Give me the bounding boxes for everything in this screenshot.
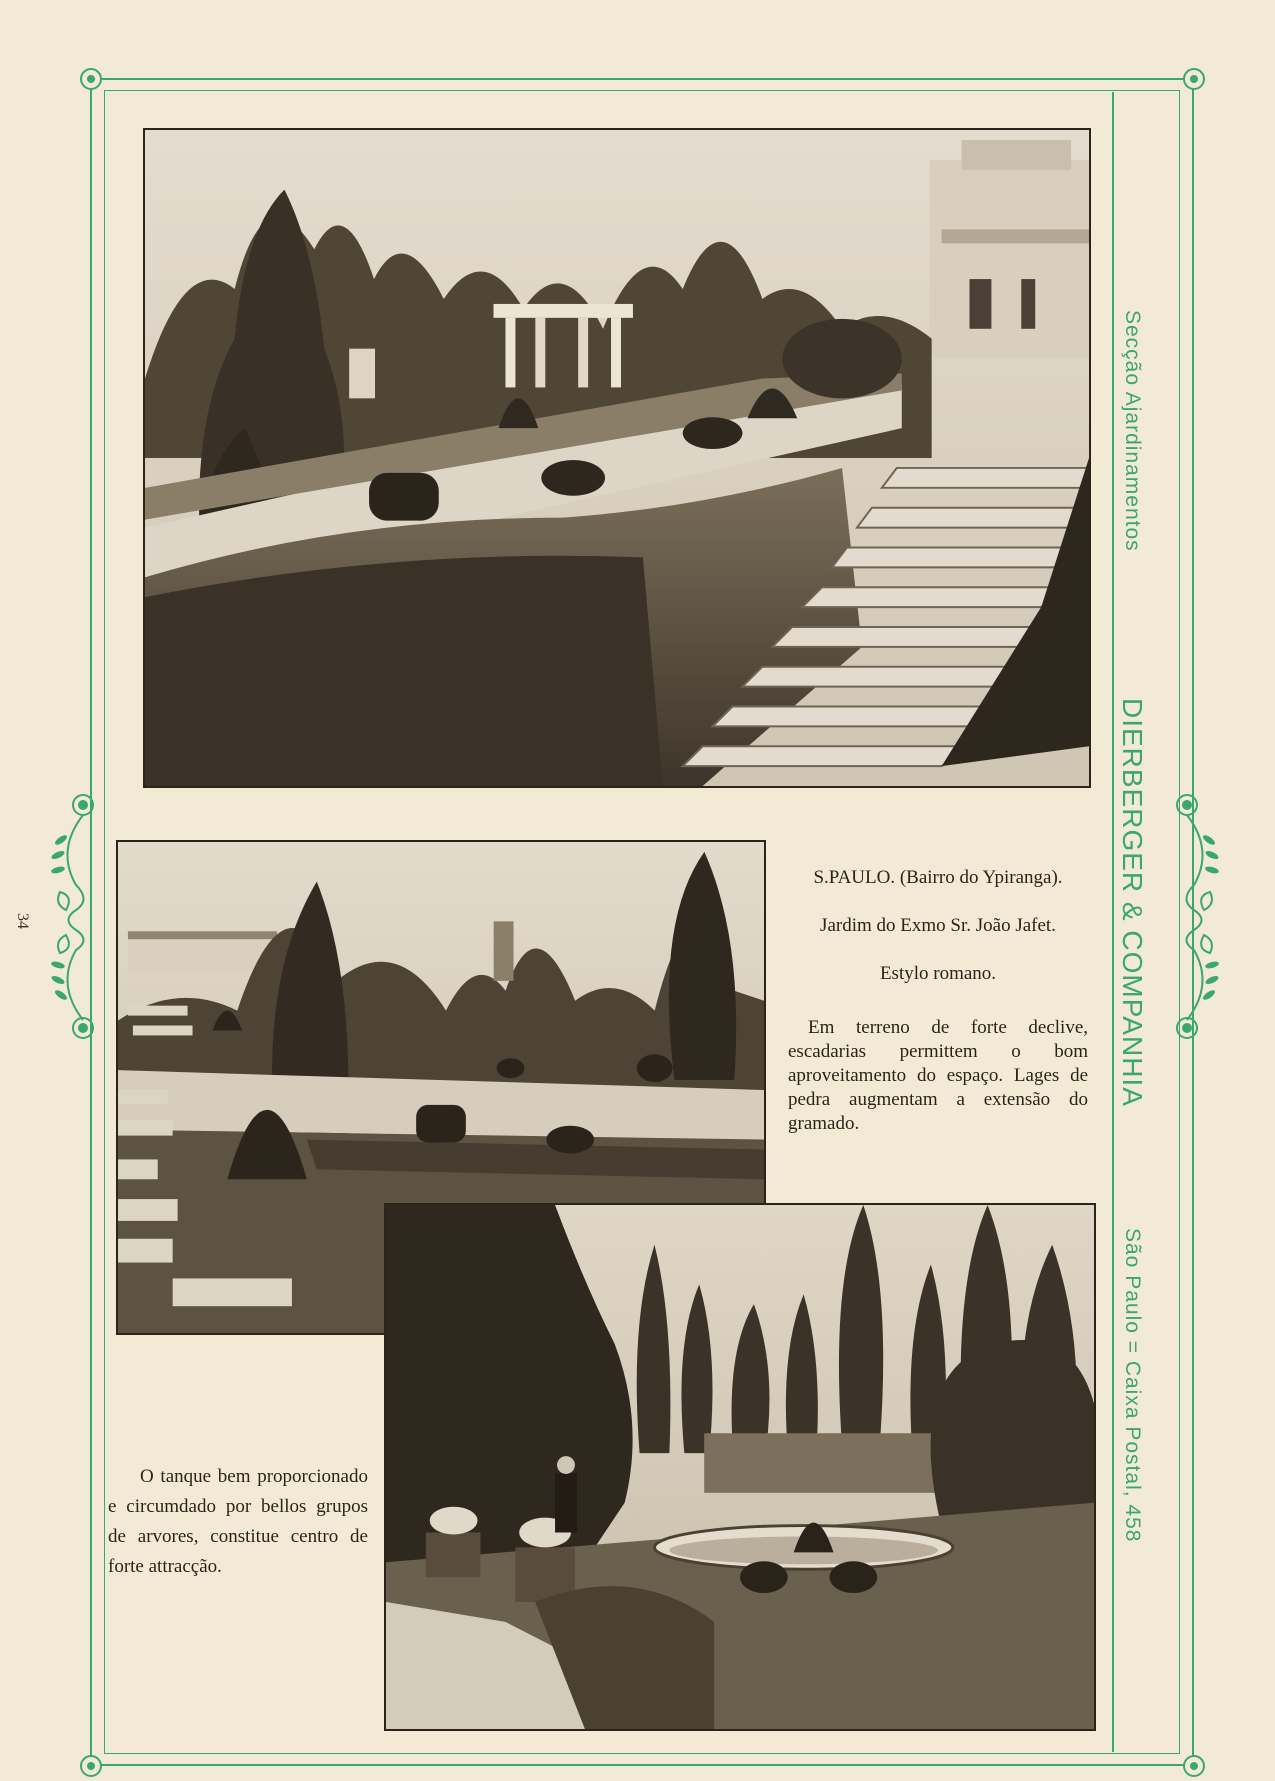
photo-ornamental-pond bbox=[384, 1203, 1096, 1731]
caption-location: S.PAULO. (Bairro do Ypiranga). bbox=[813, 867, 1063, 888]
corner-ornament-top-right bbox=[1183, 68, 1205, 90]
company-address: São Paulo = Caixa Postal, 458 bbox=[1121, 1228, 1144, 1543]
company-name: DIERBERGER & COMPANHIA bbox=[1117, 698, 1148, 1107]
photo-terraced-garden bbox=[143, 128, 1091, 788]
caption-description: Em terreno de forte declive, escadarias permittem o bom aproveitamento do espaço. Lages de pedra augmentam a extensão do gramado. bbox=[788, 1017, 1088, 1134]
corner-ornament-bottom-right bbox=[1183, 1755, 1205, 1777]
section-title: Secção Ajardinamentos bbox=[1121, 310, 1144, 552]
page-number: 34 bbox=[14, 913, 31, 929]
corner-ornament-top-left bbox=[80, 68, 102, 90]
corner-ornament-bottom-left bbox=[80, 1755, 102, 1777]
left-vine-ornament bbox=[36, 790, 106, 1040]
caption-garden-name: Jardim do Exmo Sr. João Jafet. bbox=[820, 915, 1056, 936]
main-caption bbox=[788, 866, 1088, 1136]
side-column-divider bbox=[1112, 92, 1114, 1752]
caption-style: Estylo romano. bbox=[879, 963, 997, 984]
caption-pond-text: O tanque bem proporcionado e circumdado por bellos grupos de arvores, constitue centro de forte attracção. bbox=[108, 1466, 368, 1577]
pond-caption bbox=[108, 1462, 368, 1582]
right-vine-ornament bbox=[1164, 790, 1234, 1040]
